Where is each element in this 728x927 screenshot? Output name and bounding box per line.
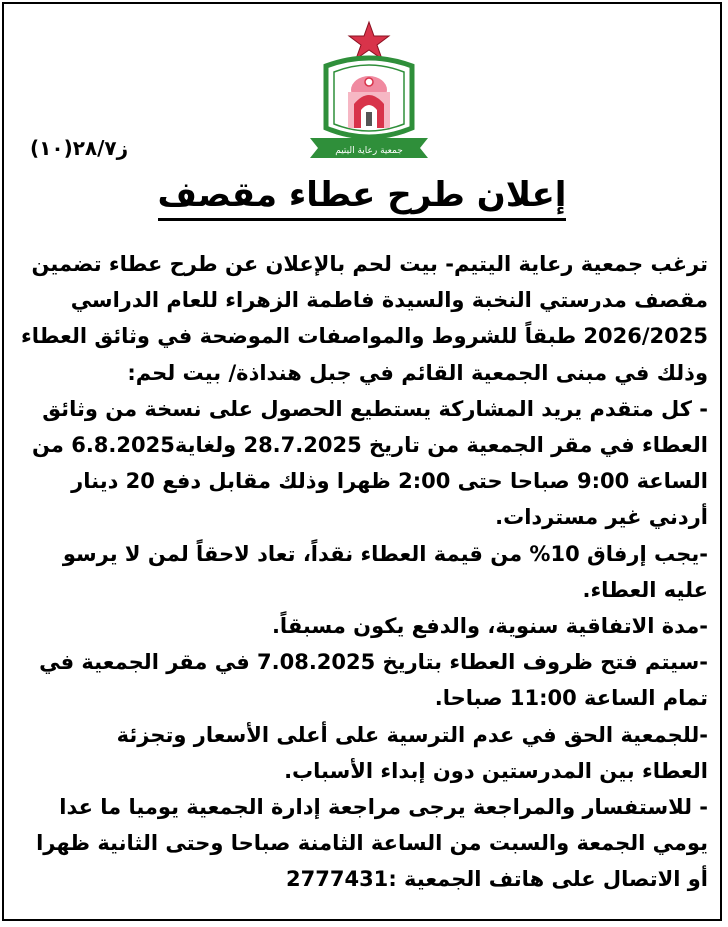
page-title [4, 172, 720, 221]
title-text: إعلان طرح عطاء مقصف [158, 172, 567, 221]
body-line: - للاستفسار والمراجعة يرجى مراجعة إدارة الجمعية يوميا ما عدا [59, 795, 708, 820]
contact-phone-line: أو الاتصال على هاتف الجمعية :2777431 [286, 867, 708, 892]
association-logo [304, 20, 434, 160]
body-line: -مدة الاتفاقية سنوية، والدفع يكون مسبقاً. [271, 614, 708, 639]
logo-star [349, 22, 389, 59]
announcement-body [12, 246, 708, 898]
body-line: يومي الجمعة والسبت من الساعة الثامنة صباحا وحتى الثانية ظهرا [36, 831, 708, 856]
body-line: العطاء بين المدرستين دون إبداء الأسباب. [284, 758, 708, 783]
body-line: أردني غير مستردات. [495, 505, 708, 530]
announcement-frame [2, 2, 722, 921]
body-line: 2026/2025 طبقاً للشروط والمواصفات الموضحة في وثائق العطاء [21, 324, 708, 349]
body-line: الساعة 9:00 صباحا حتى 2:00 ظهرا وذلك مقابل دفع 20 دينار [71, 469, 708, 494]
body-line: -سيتم فتح ظروف العطاء بتاريخ 7.08.2025 في مقر الجمعية في [39, 650, 708, 675]
logo-text: جمعية رعاية اليتيم [335, 146, 403, 156]
reference-number: ز٢٨/٧(١٠) [30, 136, 129, 160]
body-line: عليه العطاء. [582, 577, 708, 602]
body-line: مقصف مدرستي النخبة والسيدة فاطمة الزهراء للعام الدراسي [70, 288, 708, 313]
body-line: - كل متقدم يريد المشاركة يستطيع الحصول على نسخة من وثائق [42, 396, 708, 421]
body-line: وذلك في مبنى الجمعية القائم في جبل هنداذة/ بيت لحم: [127, 360, 708, 385]
body-line: تمام الساعة 11:00 صباحا. [434, 686, 708, 711]
logo-emblem [304, 20, 434, 160]
body-line: -للجمعية الحق في عدم الترسية على أعلى الأسعار وتجزئة [116, 722, 708, 747]
body-line: ترغب جمعية رعاية اليتيم- بيت لحم بالإعلان عن طرح عطاء تضمين [31, 252, 708, 276]
body-line: العطاء في مقر الجمعية من تاريخ 28.7.2025 ولغاية6.8.2025 من [31, 433, 708, 458]
body-line: -يجب إرفاق 10% من قيمة العطاء نقداً، تعاد لاحقاً لمن لا يرسو [62, 541, 708, 566]
